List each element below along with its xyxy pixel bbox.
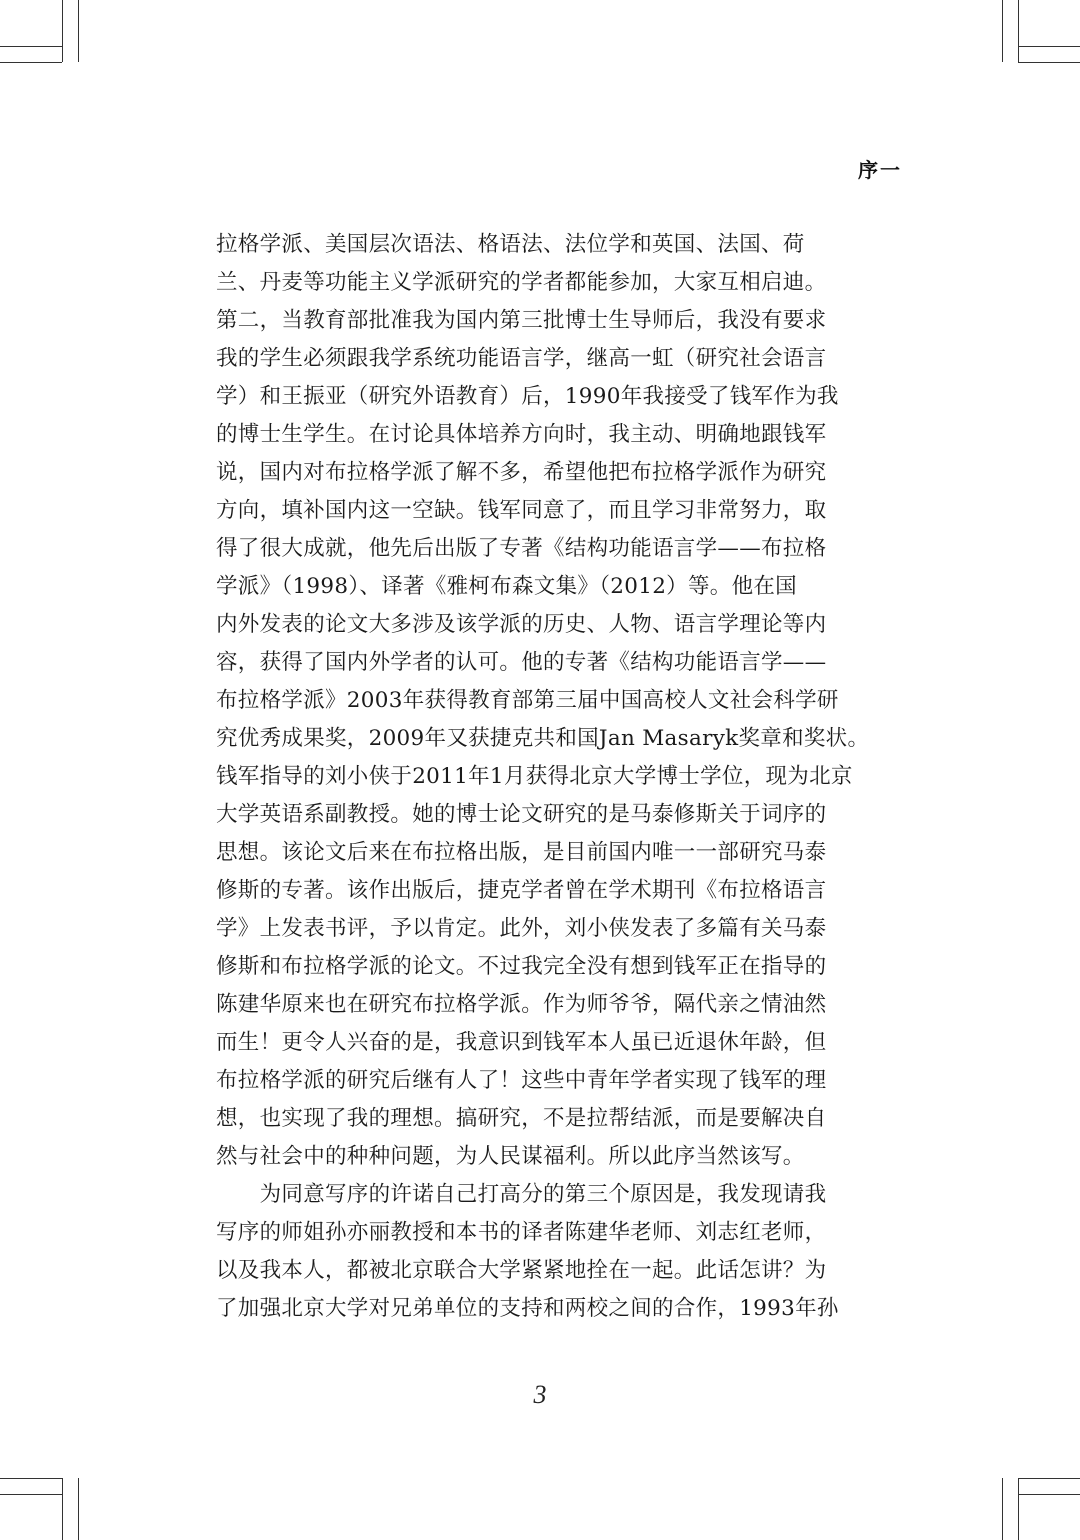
text-line: 然与社会中的种种问题，为人民谋福利。所以此序当然该写。 <box>216 1144 805 1169</box>
text-line: 我的学生必须跟我学系统功能语言学，继高一虹（研究社会语言 <box>216 346 827 371</box>
crop-mark-top-left-v2 <box>78 0 79 62</box>
crop-mark-top-right-h2 <box>1018 62 1080 63</box>
crop-mark-bottom-right-v2 <box>1018 1478 1019 1540</box>
text-line: 容，获得了国内外学者的认可。他的专著《结构功能语言学—— <box>216 650 827 675</box>
page-number: 3 <box>533 1380 547 1409</box>
text-line: 修斯的专著。该作出版后，捷克学者曾在学术期刊《布拉格语言 <box>216 878 827 903</box>
text-line: 修斯和布拉格学派的论文。不过我完全没有想到钱军正在指导的 <box>216 954 827 979</box>
text-line: 了加强北京大学对兄弟单位的支持和两校之间的合作，1993年孙 <box>216 1296 839 1321</box>
crop-mark-bottom-right-h2 <box>1018 1494 1080 1495</box>
text-line: 究优秀成果奖，2009年又获捷克共和国Jan Masaryk奖章和奖状。 <box>216 726 870 751</box>
text-line: 学派》（1998）、译著《雅柯布森文集》（2012）等。他在国 <box>216 574 797 599</box>
text-line: 说，国内对布拉格学派了解不多，希望他把布拉格学派作为研究 <box>216 460 827 485</box>
text-line: 得了很大成就，他先后出版了专著《结构功能语言学——布拉格 <box>216 536 827 561</box>
body-text <box>216 226 880 1328</box>
text-line: 的博士生学生。在讨论具体培养方向时，我主动、明确地跟钱军 <box>216 422 827 447</box>
crop-mark-top-left-v <box>62 0 63 62</box>
crop-mark-top-right-h <box>1018 46 1080 47</box>
text-line: 为同意写序的许诺自己打高分的第三个原因是，我发现请我 <box>216 1182 827 1207</box>
text-line: 第二，当教育部批准我为国内第三批博士生导师后，我没有要求 <box>216 308 827 333</box>
crop-mark-top-right-v2 <box>1018 0 1019 62</box>
crop-mark-bottom-left-h2 <box>0 1494 62 1495</box>
crop-mark-bottom-left-v2 <box>78 1478 79 1540</box>
crop-mark-bottom-left-h <box>0 1478 62 1479</box>
text-line: 兰、丹麦等功能主义学派研究的学者都能参加，大家互相启迪。 <box>216 270 827 295</box>
text-line: 而生！更令人兴奋的是，我意识到钱军本人虽已近退休年龄，但 <box>216 1030 827 1055</box>
text-line: 拉格学派、美国层次语法、格语法、法位学和英国、法国、荷 <box>216 232 805 257</box>
crop-mark-top-left-h2 <box>0 62 62 63</box>
crop-mark-top-left-h <box>0 46 62 47</box>
crop-mark-bottom-right-v <box>1002 1478 1003 1540</box>
text-line: 方向，填补国内这一空缺。钱军同意了，而且学习非常努力，取 <box>216 498 827 523</box>
text-line: 以及我本人，都被北京联合大学紧紧地拴在一起。此话怎讲？为 <box>216 1258 827 1283</box>
text-line: 内外发表的论文大多涉及该学派的历史、人物、语言学理论等内 <box>216 612 827 637</box>
running-header: 序一 <box>858 158 902 182</box>
text-line: 学》上发表书评，予以肯定。此外，刘小侠发表了多篇有关马泰 <box>216 916 827 941</box>
text-line: 钱军指导的刘小侠于2011年1月获得北京大学博士学位，现为北京 <box>216 764 853 789</box>
text-line: 布拉格学派的研究后继有人了！这些中青年学者实现了钱军的理 <box>216 1068 827 1093</box>
text-line: 大学英语系副教授。她的博士论文研究的是马泰修斯关于词序的 <box>216 802 827 827</box>
crop-mark-top-right-v <box>1002 0 1003 62</box>
text-line: 思想。该论文后来在布拉格出版，是目前国内唯一一部研究马泰 <box>216 840 827 865</box>
text-line: 陈建华原来也在研究布拉格学派。作为师爷爷，隔代亲之情油然 <box>216 992 827 1017</box>
text-line: 想，也实现了我的理想。搞研究，不是拉帮结派，而是要解决自 <box>216 1106 827 1131</box>
text-line: 写序的师姐孙亦丽教授和本书的译者陈建华老师、刘志红老师， <box>216 1220 827 1245</box>
text-line: 学）和王振亚（研究外语教育）后，1990年我接受了钱军作为我 <box>216 384 839 409</box>
text-line: 布拉格学派》2003年获得教育部第三届中国高校人文社会科学研 <box>216 688 839 713</box>
crop-mark-bottom-left-v <box>62 1478 63 1540</box>
crop-mark-bottom-right-h <box>1018 1478 1080 1479</box>
